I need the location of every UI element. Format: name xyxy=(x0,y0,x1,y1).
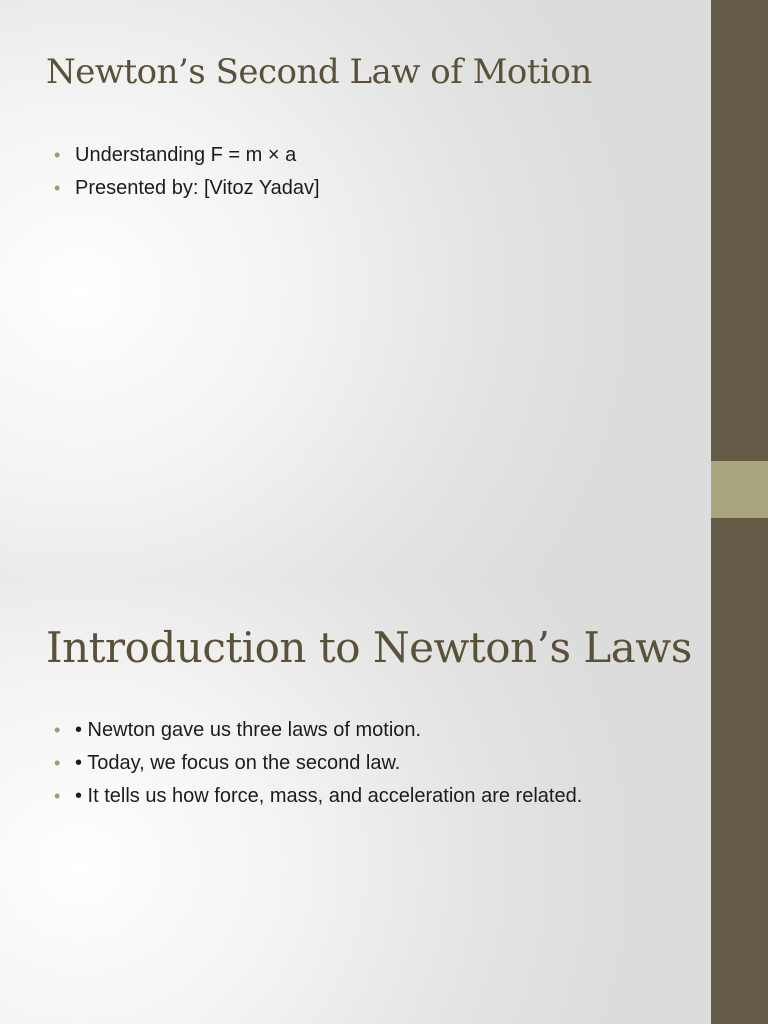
list-item xyxy=(54,716,582,749)
slide-2 xyxy=(0,576,711,1024)
bullet-text: • Newton gave us three laws of motion. xyxy=(75,719,422,741)
bullet-text: Presented by: [Vitoz Yadav] xyxy=(75,177,320,199)
list-item xyxy=(54,141,320,174)
bullet-text: • It tells us how force, mass, and acceleration are related. xyxy=(75,785,583,807)
list-item xyxy=(54,782,582,815)
bullet-text: • Today, we focus on the second law. xyxy=(75,752,401,774)
bullet-marker: • xyxy=(54,786,61,806)
bullet-text: Understanding F = m × a xyxy=(75,144,297,166)
sidebar-accent-block xyxy=(711,461,768,518)
list-item xyxy=(54,749,582,782)
slide-2-title: Introduction to Newton’s Laws xyxy=(46,623,692,672)
slide-1-title: Newton’s Second Law of Motion xyxy=(46,52,592,92)
slide-1-bullet-list xyxy=(54,141,320,207)
slide-2-bullet-list xyxy=(54,716,582,815)
list-item xyxy=(54,174,320,207)
bullet-marker: • xyxy=(54,720,61,740)
bullet-marker: • xyxy=(54,178,61,198)
bullet-marker: • xyxy=(54,753,61,773)
bullet-marker: • xyxy=(54,145,61,165)
